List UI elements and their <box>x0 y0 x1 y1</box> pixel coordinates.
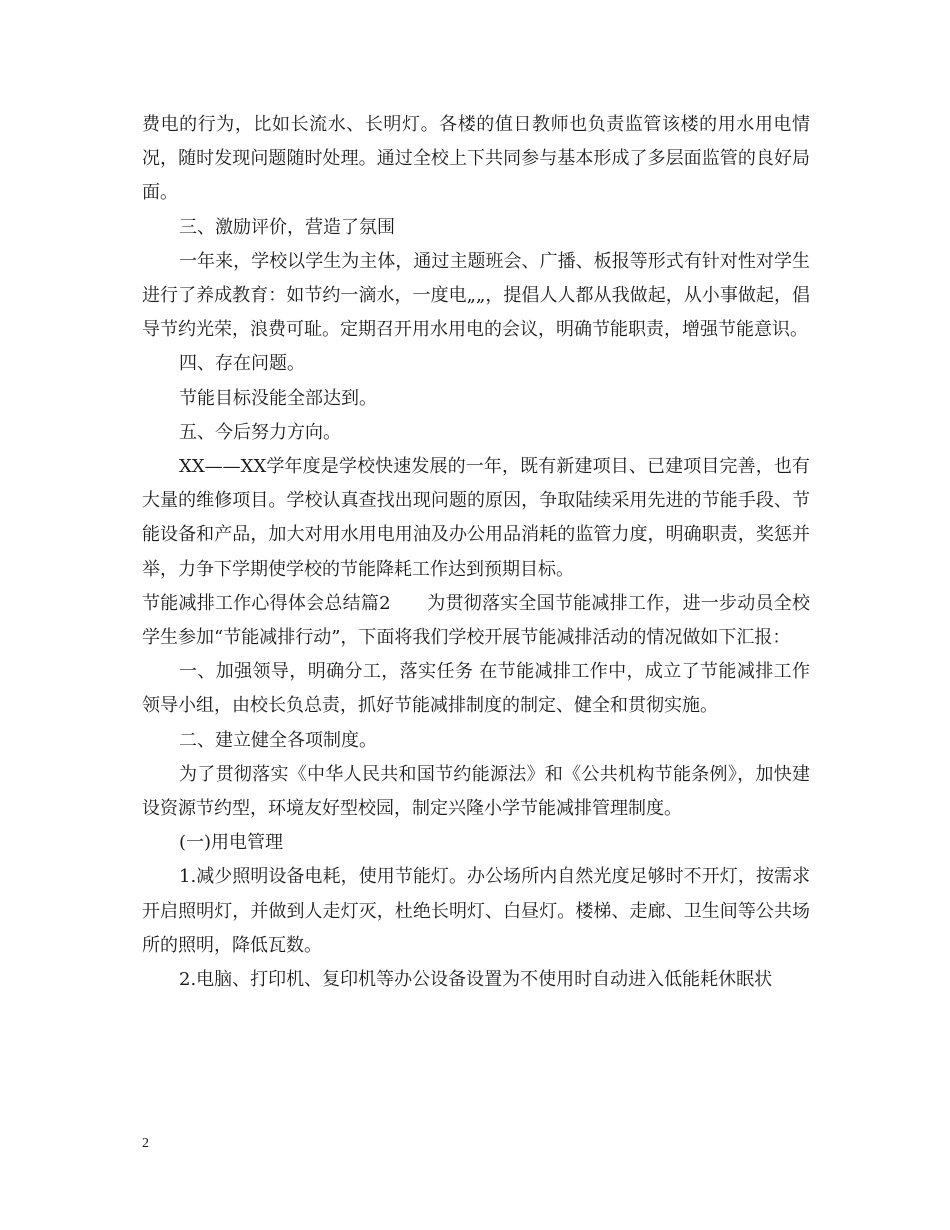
paragraph-11: 为了贯彻落实《中华人民共和国节约能源法》和《公共机构节能条例》，加快建设资源节约型，环境友好型校园，制定兴隆小学节能减排管理制度。 <box>142 763 810 820</box>
paragraph-3: 一年来，学校以学生为主体，通过主题班会、广播、板报等形式有针对性对学生进行了养成教育：如节约一滴水，一度电„„，提倡人人都从我做起，从小事做起，倡导节约光荣，浪费可耻。定期召开用水用电的会议，明确节能职责，增强节能意识。 <box>142 250 810 341</box>
paragraph-5: 节能目标没能全部达到。 <box>179 387 377 409</box>
section-heading-systems: 二、建立健全各项制度。 <box>179 729 377 751</box>
list-item-2: 2.电脑、打印机、复印机等办公设备设置为不使用时自动进入低能耗休眠状 <box>179 969 773 991</box>
document-body <box>142 108 810 997</box>
section-heading-direction: 五、今后努力方向。 <box>179 421 341 443</box>
subsection-heading-electricity: (一)用电管理 <box>179 832 284 854</box>
list-item-1: 1.减少照明设备电耗，使用节能灯。办公场所内自然光度足够时不开灯，按需求开启照明灯，并做到人走灯灭，杜绝长明灯、白昼灯。楼梯、走廊、卫生间等公共场所的照明，降低瓦数。 <box>142 866 810 956</box>
page-number: 2 <box>142 1136 149 1151</box>
paragraph-1: 费电的行为，比如长流水、长明灯。各楼的值日教师也负责监管该楼的用水用电情况，随时发现问题随时处理。通过全校上下共同参与基本形成了多层面监管的良好局面。 <box>142 114 810 204</box>
section-heading-leadership: 一、加强领导，明确分工，落实任务 在节能减排工作中，成立了节能减排工作领导小组，由校长负总责，抓好节能减排制度的制定、健全和贯彻实施。 <box>142 661 810 717</box>
article-2-intro: 节能减排工作心得体会总结篇2 为贯彻落实全国节能减排工作，进一步动员全校学生参加“节能减排行动”，下面将我们学校开展节能减排活动的情况做如下汇报： <box>142 592 810 649</box>
section-heading-problems: 四、存在问题。 <box>179 353 305 375</box>
paragraph-7: XX——XX学年度是学校快速发展的一年，既有新建项目、已建项目完善，也有大量的维修项目。学校认真查找出现问题的原因，争取陆续采用先进的节能手段、节能设备和产品，加大对用水用电用油及办公用品消耗的监管力度，明确职责，奖惩并举，力争下学期使学校的节能降耗工作达到预期目标。 <box>142 456 810 580</box>
section-heading-incentive: 三、激励评价，营造了氛围 <box>179 216 395 238</box>
